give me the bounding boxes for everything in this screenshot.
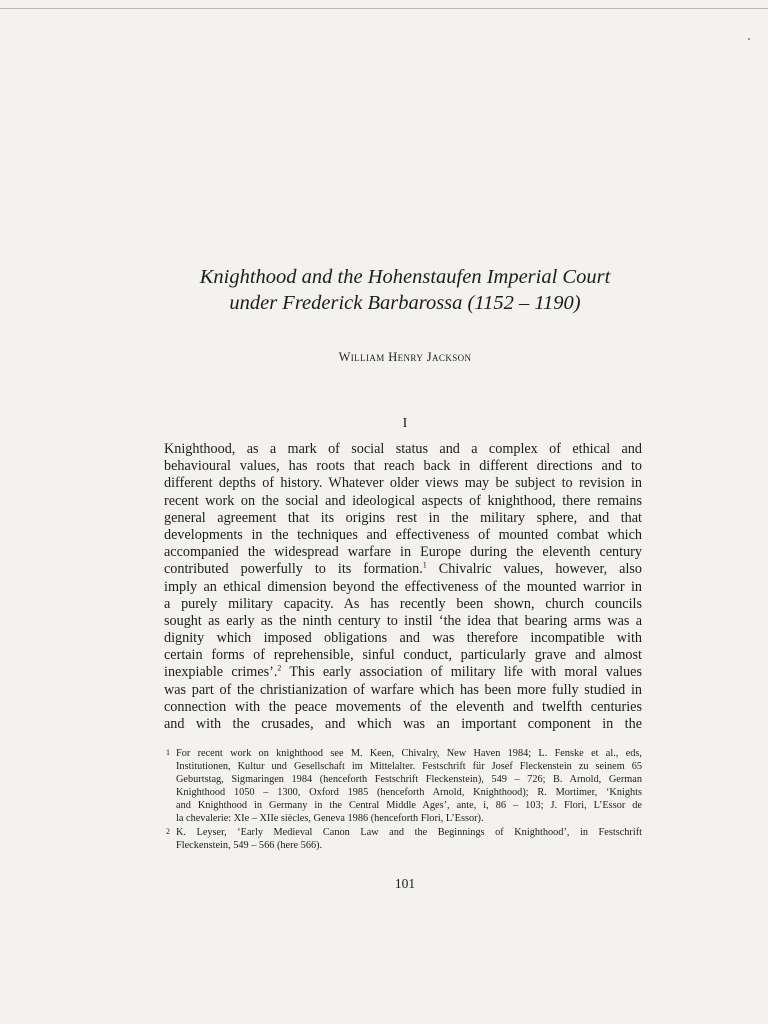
- article-title: [150, 264, 660, 316]
- body-line: was part of the christianization of warfare which has been more fully studied in: [164, 681, 642, 698]
- title-line-2: under Frederick Barbarossa (1152 – 1190): [229, 292, 581, 314]
- body-line-text: Chivalric values, however, also: [426, 561, 642, 578]
- footnote-line: For recent work on knighthood see M. Keen, Chivalry, New Haven 1984; L. Fenske et al., eds,: [176, 748, 642, 759]
- body-line: a purely military capacity. As has recently been shown, church councils: [164, 595, 642, 612]
- body-line: recent work on the social and ideological aspects of knighthood, there remains: [164, 492, 642, 509]
- body-line: developments in the techniques and effectiveness of mounted combat which: [164, 526, 642, 543]
- body-line: general agreement that its origins rest in the military sphere, and that: [164, 509, 642, 526]
- body-line: imply an ethical dimension beyond the effectiveness of the mounted warrior in: [164, 578, 642, 595]
- footnote-line: Knighthood 1050 – 1300, Oxford 1985 (henceforth Arnold, Knighthood); R. Mortimer, ‘Knights: [176, 787, 642, 799]
- section-number: I: [402, 416, 408, 431]
- footnote-ref-2[interactable]: 2: [277, 663, 282, 673]
- body-line: and with the crusades, and which was an important component in the: [164, 716, 642, 732]
- footnote-line: and Knighthood in Germany in the Central Middle Ages’, ante, i, 86 – 103; J. Flori, L’Essor de: [176, 800, 642, 812]
- footnote-mark: 2: [166, 826, 170, 836]
- body-line: accompanied the widespread warfare in Europe during the eleventh century: [164, 544, 642, 561]
- footnotes: [164, 747, 642, 852]
- footnote-ref-1[interactable]: 1: [422, 560, 427, 570]
- title-line-1: Knighthood and the Hohenstaufen Imperial Court: [199, 266, 611, 288]
- scan-edge-line: [0, 8, 768, 9]
- footnote-1: [164, 747, 642, 826]
- body-line-text: inexpiable crimes’.: [164, 664, 278, 681]
- body-line: [164, 561, 642, 578]
- body-line: different depths of history. Whatever older views may be subject to revision in: [164, 475, 642, 492]
- footnote-line: Institutionen, Kultur und Gesellschaft im Mittelalter. Festschrift für Josef Fleckenstein zu seinem 65: [176, 761, 642, 773]
- body-line: dignity which imposed obligations and was therefore incompatible with: [164, 630, 642, 647]
- body-paragraph: [164, 441, 642, 733]
- body-line: Knighthood, as a mark of social status and a complex of ethical and: [164, 441, 642, 457]
- author-name: William Henry Jackson: [338, 350, 472, 364]
- footnote-2: [164, 826, 642, 852]
- scan-speck: [748, 38, 750, 40]
- body-line-text: This early association of military life with moral values: [281, 664, 642, 681]
- body-line: certain forms of reprehensible, sinful conduct, particularly grave and almost: [164, 647, 642, 664]
- body-line: sought as early as the ninth century to instil ‘the idea that bearing arms was a: [164, 612, 642, 629]
- footnote-line: K. Leyser, ‘Early Medieval Canon Law and the Beginnings of Knighthood’, in Festschrift: [176, 826, 642, 838]
- page-number: 101: [394, 876, 416, 891]
- body-line: [164, 664, 642, 681]
- footnote-line: Geburtstag, Sigmaringen 1984 (henceforth Festschrift Fleckenstein), 549 – 726; B. Arnold, German: [176, 774, 642, 786]
- body-line: behavioural values, has roots that reach back in different directions and to: [164, 458, 642, 475]
- footnote-mark: 1: [166, 748, 170, 757]
- body-line-text: contributed powerfully to its formation.: [164, 561, 423, 578]
- footnote-line: la chevalerie: XIe – XIIe siècles, Geneva 1986 (henceforth Flori, L’Essor).: [176, 813, 484, 825]
- body-line: connection with the peace movements of the eleventh and twelfth centuries: [164, 698, 642, 715]
- footnote-line: Fleckenstein, 549 – 566 (here 566).: [176, 839, 323, 851]
